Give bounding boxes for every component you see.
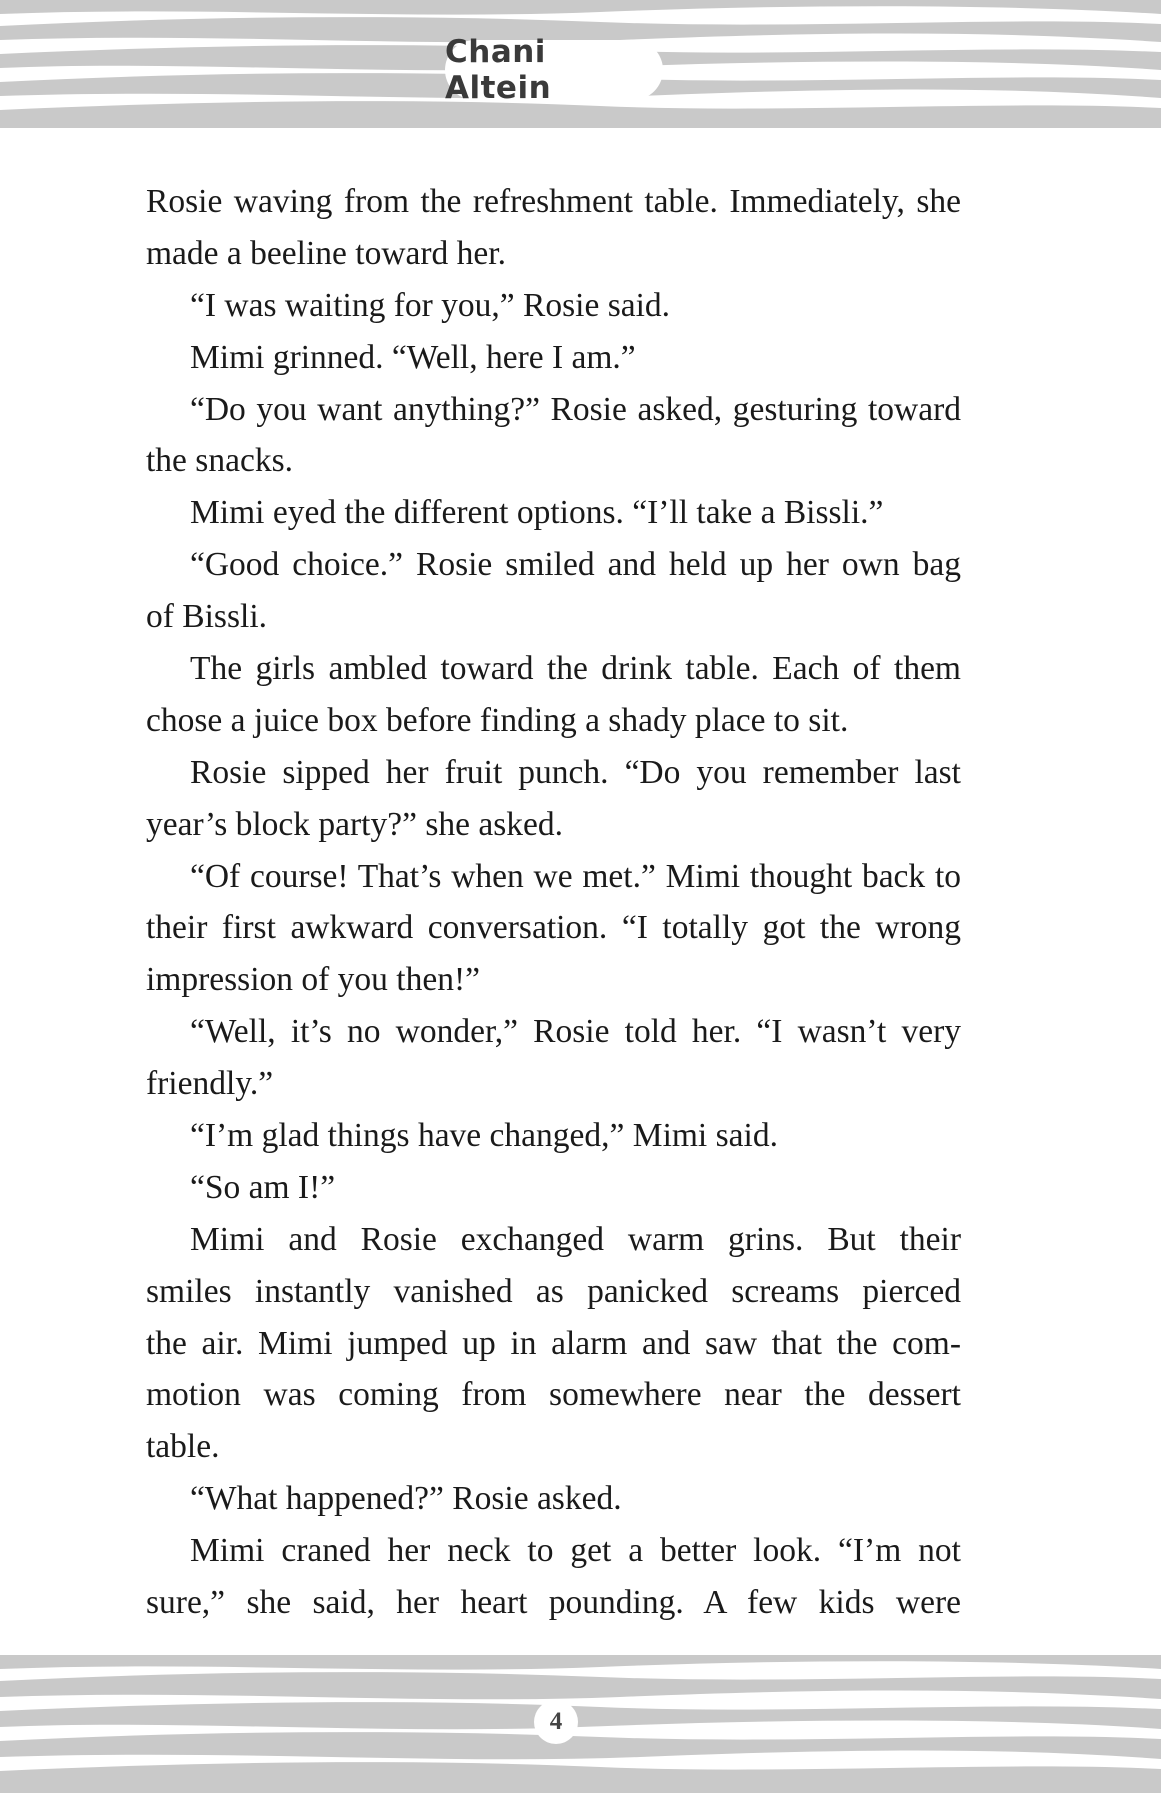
text-line: Rosie sipped her fruit punch. “Do you remember last (190, 753, 961, 791)
page-number: 4 (549, 1708, 563, 1735)
text-line: motion was coming from somewhere near the dessert (146, 1376, 961, 1414)
text-line: “Well, it’s no wonder,” Rosie told her. “I wasn’t very (190, 1013, 961, 1051)
text-line: “Do you want anything?” Rosie asked, gesturing toward (190, 390, 961, 428)
text-line: the snacks. (146, 442, 293, 480)
text-line: “I’m glad things have changed,” Mimi said. (190, 1117, 778, 1155)
text-line: Mimi and Rosie exchanged warm grins. But their (190, 1220, 961, 1258)
text-line: chose a juice box before finding a shady place to sit. (146, 701, 849, 739)
text-line: year’s block party?” she asked. (146, 805, 564, 843)
text-line: friendly.” (146, 1065, 274, 1103)
page-number-tab (534, 1700, 578, 1744)
text-line: Mimi craned her neck to get a better look. “I’m not (190, 1532, 961, 1570)
text-line: Mimi eyed the different options. “I’ll take a Bissli.” (190, 494, 884, 532)
text-line: impression of you then!” (146, 961, 481, 999)
footer-stripes (0, 1655, 1161, 1793)
text-line: table. (146, 1428, 220, 1466)
text-line: “I was waiting for you,” Rosie said. (190, 286, 671, 324)
text-line: “Good choice.” Rosie smiled and held up her own bag (190, 546, 961, 584)
author-tab (445, 34, 663, 106)
running-header-author: Chani Altein (445, 34, 552, 106)
text-line: sure,” she said, her heart pounding. A few kids were (146, 1584, 961, 1622)
text-line: Rosie waving from the refreshment table. Immediately, she (146, 183, 961, 220)
page-body-text (146, 176, 961, 1629)
text-line: Mimi grinned. “Well, here I am.” (190, 338, 636, 376)
text-line: of Bissli. (146, 598, 267, 636)
text-line: made a beeline toward her. (146, 234, 506, 272)
text-line: “What happened?” Rosie asked. (190, 1480, 622, 1518)
text-line: “Of course! That’s when we met.” Mimi thought back to (190, 857, 961, 895)
text-line: the air. Mimi jumped up in alarm and saw that the com- (146, 1324, 961, 1362)
text-line: their first awkward conversation. “I totally got the wrong (146, 909, 961, 947)
text-line: The girls ambled toward the drink table. Each of them (190, 650, 961, 688)
text-line: smiles instantly vanished as panicked screams pierced (146, 1272, 961, 1310)
text-line: “So am I!” (190, 1168, 336, 1206)
